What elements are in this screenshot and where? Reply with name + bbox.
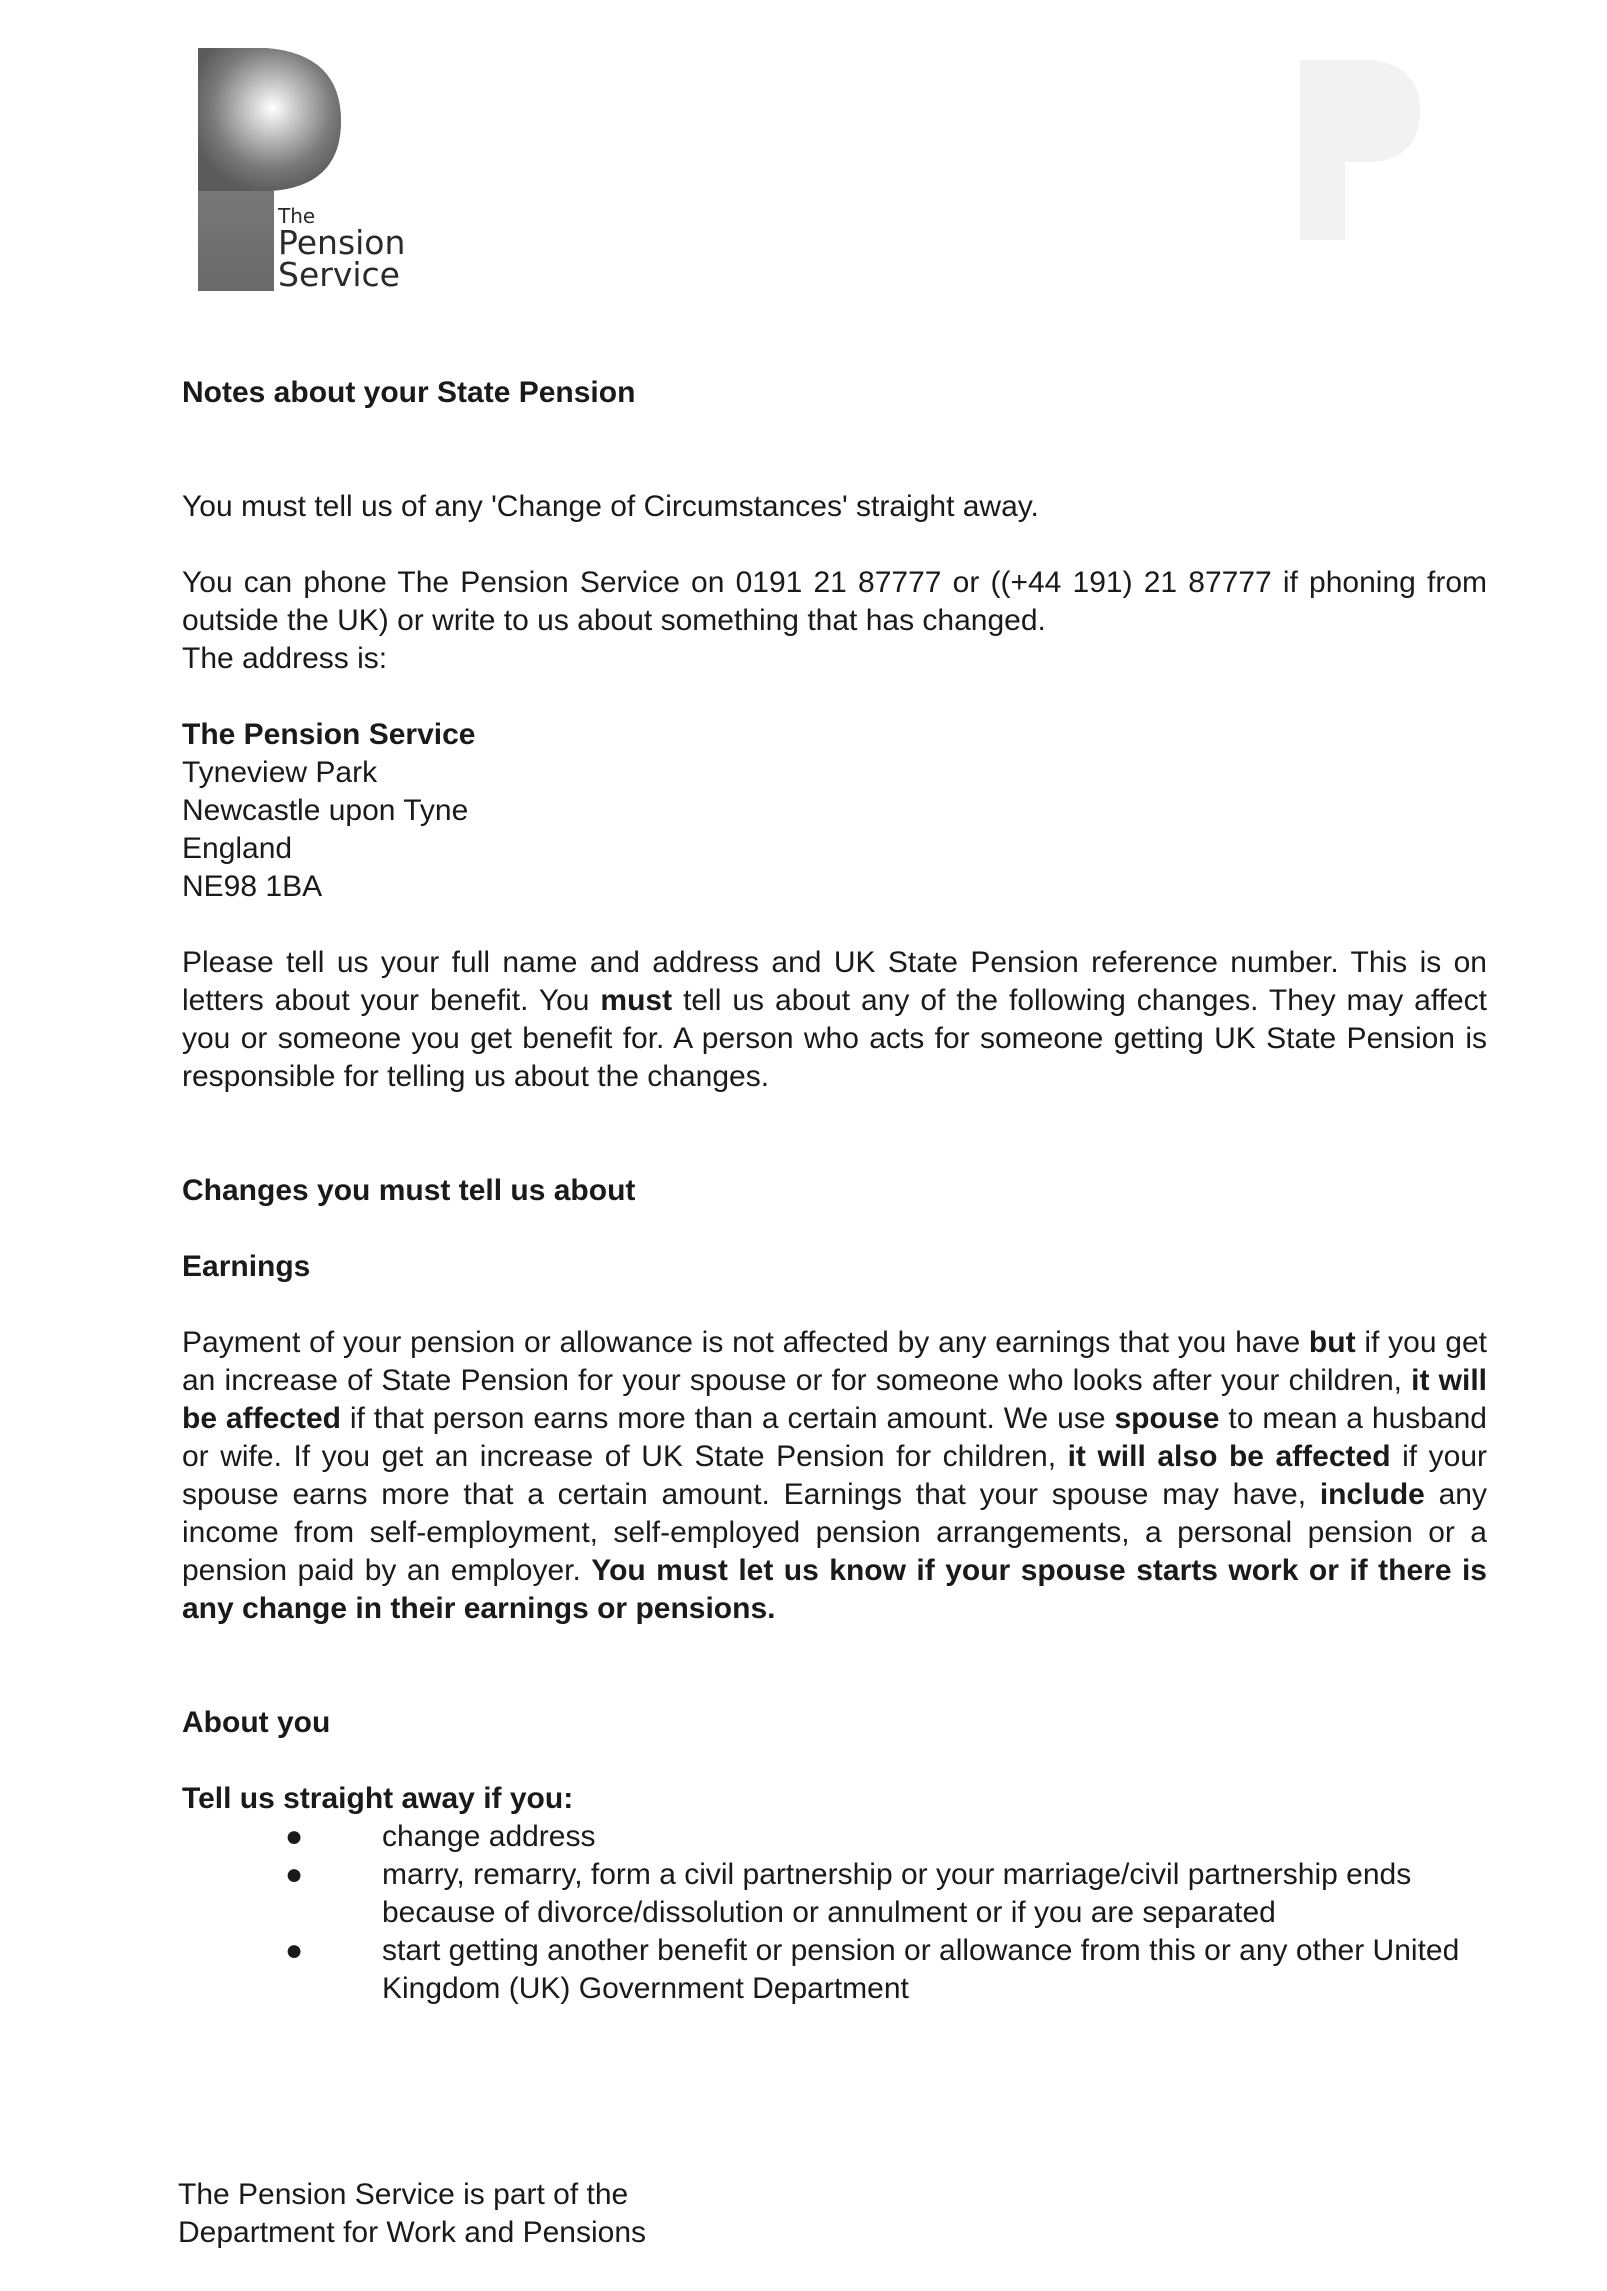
list-item <box>182 1932 1487 2008</box>
footer-line: Department for Work and Pensions <box>178 2216 647 2249</box>
bullet-icon: ● <box>285 1858 304 1891</box>
intro-text: You must tell us of any 'Change of Circumstances' straight away. <box>182 490 1039 523</box>
change-list <box>182 1818 1487 2008</box>
letter-body <box>182 374 1487 2008</box>
list-item-text: marry, remarry, form a civil partnership or your marriage/civil partnership ends because of divorce/dissolution or annulment or if you are separated <box>382 1858 1412 1929</box>
address-postcode: NE98 1BA <box>182 870 323 903</box>
logo-text-pension: Pension <box>278 223 406 262</box>
section-heading-earnings: Earnings <box>182 1250 311 1283</box>
emphasis-text: . <box>767 1592 776 1625</box>
section-heading-tell-us: Tell us straight away if you: <box>182 1782 574 1815</box>
text-run: if you get an increase of State Pension for your spouse or for someone who looks after your children, <box>182 1326 1487 1397</box>
text-run: any income from self-employment, self-employed pension arrangements, a personal pension or a pension paid by an employer. <box>182 1478 1487 1587</box>
text-run: tell us about any of the following changes. They may affect you or someone you get benefit for. A person who acts for someone getting UK State Pension is responsible for telling us about the changes. <box>182 984 1487 1093</box>
emphasis-text: spouse <box>1114 1402 1220 1435</box>
address-line: England <box>182 832 293 865</box>
section-heading-changes: Changes you must tell us about <box>182 1174 636 1207</box>
address-line: Tyneview Park <box>182 756 378 789</box>
emphasis-text: include <box>1319 1478 1425 1511</box>
list-item-text: start getting another benefit or pension or allowance from this or any other United Kingdom (UK) Government Department <box>382 1934 1460 2005</box>
ghost-logo-shape <box>1290 50 1430 250</box>
phone-paragraph: You can phone The Pension Service on 0191 21 87777 or ((+44 191) 21 87777 if phoning from outside the UK) or write to us about something that has changed. <box>182 566 1487 637</box>
address-name: The Pension Service <box>182 718 476 751</box>
page-title: Notes about your State Pension <box>182 376 636 409</box>
postal-address <box>182 716 1487 906</box>
emphasis-text: but <box>1308 1326 1356 1359</box>
logo-text-service: Service <box>278 255 400 294</box>
bullet-icon: ● <box>285 1820 304 1853</box>
emphasis-text: You must let us know if your spouse starts work or if there is any change in their earnings or pensions <box>182 1554 1487 1625</box>
please-tell-paragraph <box>182 944 1487 1096</box>
emphasis-text: must <box>600 984 673 1017</box>
section-heading-about-you: About you <box>182 1706 331 1739</box>
text-run: Payment of your pension or allowance is not affected by any earnings that you have <box>182 1326 1309 1359</box>
address-label: The address is: <box>182 642 388 675</box>
text-run: to mean a husband or wife. If you get an increase of UK State Pension for children, <box>182 1402 1487 1473</box>
list-item <box>182 1818 1487 1856</box>
text-run: if that person earns more than a certain amount. We use <box>340 1402 1115 1435</box>
logo-text-the: The <box>278 204 316 228</box>
text-run: if your spouse earns more that a certain amount. Earnings that your spouse may have, <box>182 1440 1488 1511</box>
address-line: Newcastle upon Tyne <box>182 794 469 827</box>
footer <box>178 2176 646 2252</box>
emphasis-text: it will be affected <box>182 1364 1487 1435</box>
list-item-text: change address <box>382 1820 596 1853</box>
emphasis-text: it will also be affected <box>1067 1440 1391 1473</box>
footer-line: The Pension Service is part of the <box>178 2178 629 2211</box>
text-run: Please tell us your full name and address and UK State Pension reference number. This is on letters about your benefit. You <box>182 946 1487 1017</box>
bullet-icon: ● <box>285 1934 304 1967</box>
list-item <box>182 1856 1487 1932</box>
earnings-paragraph <box>182 1324 1487 1628</box>
pension-service-logo <box>196 46 426 296</box>
